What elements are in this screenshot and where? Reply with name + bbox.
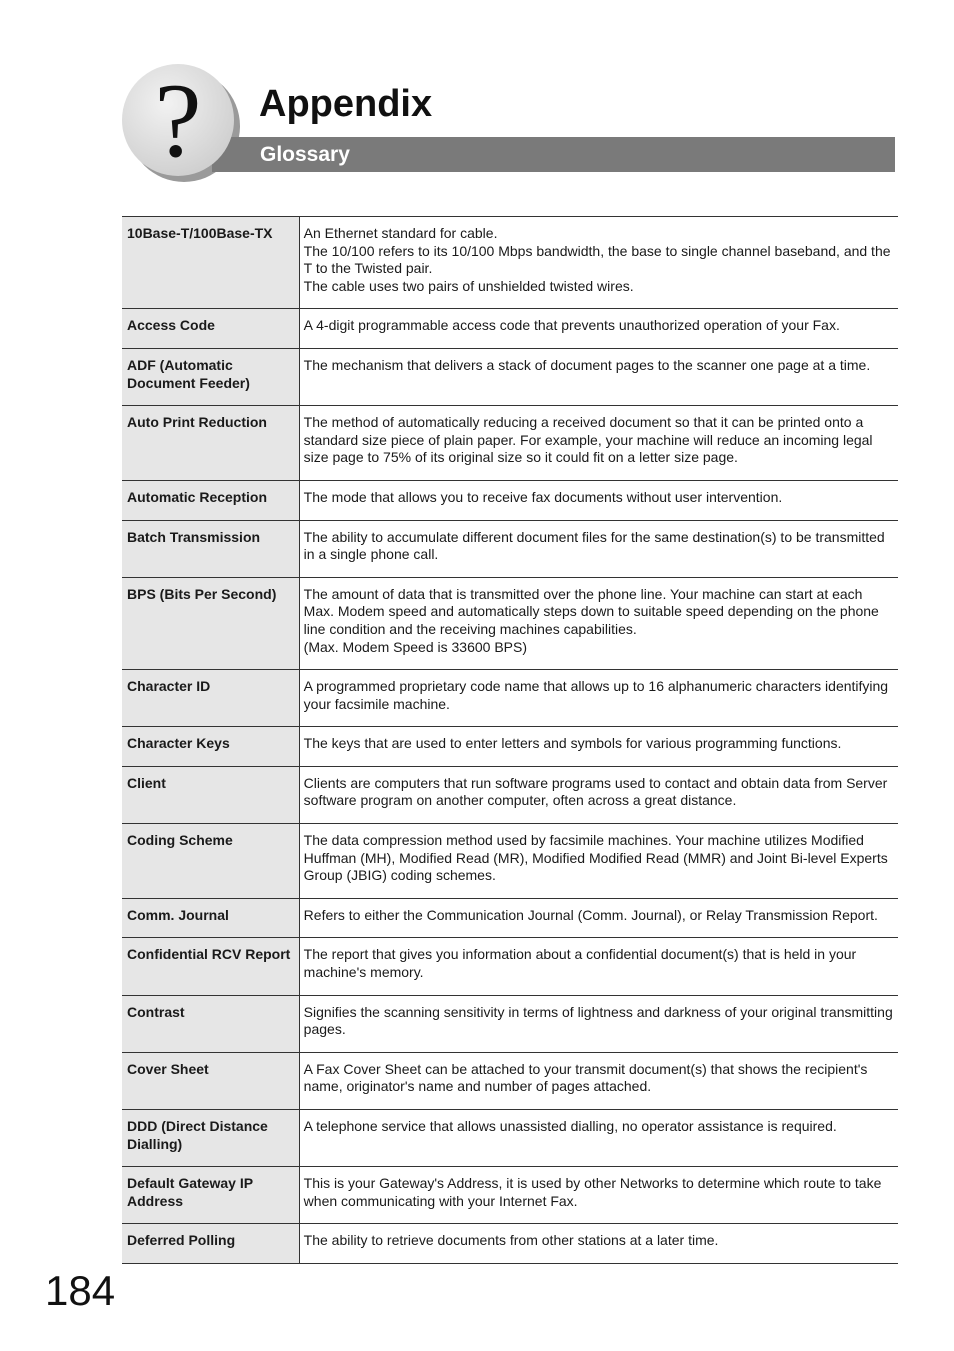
section-bar bbox=[212, 137, 895, 172]
glossary-definition bbox=[299, 406, 898, 481]
glossary-definition bbox=[299, 824, 898, 899]
glossary-row bbox=[122, 348, 898, 405]
glossary-term: Coding Scheme bbox=[122, 824, 299, 899]
definition-line: An Ethernet standard for cable. bbox=[303, 225, 498, 241]
glossary-term: Confidential RCV Report bbox=[122, 938, 299, 995]
section-title: Glossary bbox=[260, 143, 350, 166]
glossary-row bbox=[122, 1224, 898, 1264]
glossary-row bbox=[122, 995, 898, 1052]
glossary-term: Deferred Polling bbox=[122, 1224, 299, 1264]
definition-line: Clients are computers that run software programs used to contact and obtain data from Server software program on another computer, often across a great distance. bbox=[303, 774, 888, 809]
glossary-term: ADF (Automatic Document Feeder) bbox=[122, 348, 299, 405]
appendix-badge bbox=[122, 62, 234, 179]
glossary-definition bbox=[299, 1052, 898, 1109]
definition-line: A 4-digit programmable access code that prevents unauthorized operation of your Fax. bbox=[303, 317, 840, 334]
definition-line: The 10/100 refers to its 10/100 Mbps bandwidth, the base to single channel baseband, and the T to the Twisted pair. bbox=[303, 242, 891, 277]
glossary-row bbox=[122, 727, 898, 767]
glossary-term: BPS (Bits Per Second) bbox=[122, 577, 299, 669]
glossary-row bbox=[122, 309, 898, 349]
definition-line: The data compression method used by facsimile machines. Your machine utilizes Modified Huffman (MH), Modified Read (MR), Modified Modified Read (MMR) and Joint Bi-level Experts Group (JBIG) coding schemes. bbox=[303, 832, 888, 884]
glossary-term: Default Gateway IP Address bbox=[122, 1167, 299, 1224]
definition-line: Refers to either the Communication Journal (Comm. Journal), or Relay Transmission Report. bbox=[303, 906, 878, 923]
glossary-definition bbox=[299, 348, 898, 405]
glossary-row bbox=[122, 766, 898, 823]
definition-line: A programmed proprietary code name that allows up to 16 alphanumeric characters identifying your facsimile machine. bbox=[303, 678, 889, 712]
definition-line: The mode that allows you to receive fax documents without user intervention. bbox=[303, 488, 783, 505]
glossary-term: Access Code bbox=[122, 309, 299, 349]
glossary-term: Character Keys bbox=[122, 727, 299, 767]
glossary-row bbox=[122, 520, 898, 577]
definition-line: The method of automatically reducing a received document so that it can be printed onto a standard size piece of plain paper. For example, your machine will reduce an incoming legal size page to 75% of its original size so it could fit on a letter size page. bbox=[303, 414, 873, 466]
glossary-row bbox=[122, 577, 898, 669]
glossary-term: Cover Sheet bbox=[122, 1052, 299, 1109]
definition-line: The ability to accumulate different document files for the same destination(s) to be transmitted in a single phone call. bbox=[303, 528, 885, 563]
glossary-table bbox=[122, 216, 898, 1264]
glossary-row bbox=[122, 1167, 898, 1224]
page-number: 184 bbox=[45, 1267, 116, 1314]
glossary-definition bbox=[299, 1167, 898, 1224]
glossary-definition bbox=[299, 309, 898, 349]
definition-line: Signifies the scanning sensitivity in terms of lightness and darkness of your original transmitting pages. bbox=[303, 1003, 893, 1038]
glossary-term: DDD (Direct Distance Dialling) bbox=[122, 1110, 299, 1167]
definition-line: The report that gives you information about a confidential document(s) that is held in your machine's memory. bbox=[303, 946, 857, 981]
glossary-definition bbox=[299, 727, 898, 767]
definition-line: The ability to retrieve documents from other stations at a later time. bbox=[303, 1232, 719, 1249]
glossary-term: Comm. Journal bbox=[122, 898, 299, 938]
definition-line: A Fax Cover Sheet can be attached to your transmit document(s) that shows the recipient's name, originator's name and number of pages attached. bbox=[303, 1060, 868, 1095]
glossary-row bbox=[122, 1052, 898, 1109]
glossary-definition bbox=[299, 480, 898, 520]
page-title: Appendix bbox=[259, 83, 433, 125]
glossary-term: 10Base-T/100Base-TX bbox=[122, 217, 299, 309]
glossary-term: Auto Print Reduction bbox=[122, 406, 299, 481]
glossary-definition bbox=[299, 995, 898, 1052]
question-mark-icon: ? bbox=[154, 62, 202, 179]
definition-line: This is your Gateway's Address, it is used by other Networks to determine which route to take when communicating with your Internet Fax. bbox=[303, 1175, 882, 1209]
definition-line: The cable uses two pairs of unshielded twisted wires. bbox=[303, 277, 634, 294]
glossary-term: Client bbox=[122, 766, 299, 823]
glossary-term: Contrast bbox=[122, 995, 299, 1052]
glossary-definition bbox=[299, 766, 898, 823]
glossary-definition bbox=[299, 1224, 898, 1264]
glossary-definition bbox=[299, 217, 898, 309]
glossary-definition bbox=[299, 520, 898, 577]
glossary-row bbox=[122, 480, 898, 520]
glossary-row bbox=[122, 898, 898, 938]
glossary-definition bbox=[299, 670, 898, 727]
glossary-definition bbox=[299, 1110, 898, 1167]
definition-line: (Max. Modem Speed is 33600 BPS) bbox=[303, 638, 528, 655]
glossary-definition bbox=[299, 938, 898, 995]
glossary-term: Character ID bbox=[122, 670, 299, 727]
definition-line: The keys that are used to enter letters and symbols for various programming functions. bbox=[303, 735, 842, 752]
glossary-term: Automatic Reception bbox=[122, 480, 299, 520]
glossary-definition bbox=[299, 898, 898, 938]
definition-line: The amount of data that is transmitted over the phone line. Your machine can start at each Max. Modem speed and automatically steps down to suitable speed depending on the phone line condition and the receiving machines capabilities. bbox=[303, 585, 879, 637]
glossary-row bbox=[122, 938, 898, 995]
glossary-definition bbox=[299, 577, 898, 669]
glossary-row bbox=[122, 824, 898, 899]
glossary-term: Batch Transmission bbox=[122, 520, 299, 577]
definition-line: A telephone service that allows unassisted dialling, no operator assistance is required. bbox=[303, 1118, 837, 1134]
glossary-row bbox=[122, 670, 898, 727]
glossary-body bbox=[122, 217, 898, 1264]
glossary-row bbox=[122, 406, 898, 481]
glossary-row bbox=[122, 1110, 898, 1167]
glossary-row bbox=[122, 217, 898, 309]
definition-line: The mechanism that delivers a stack of document pages to the scanner one page at a time. bbox=[303, 356, 871, 373]
